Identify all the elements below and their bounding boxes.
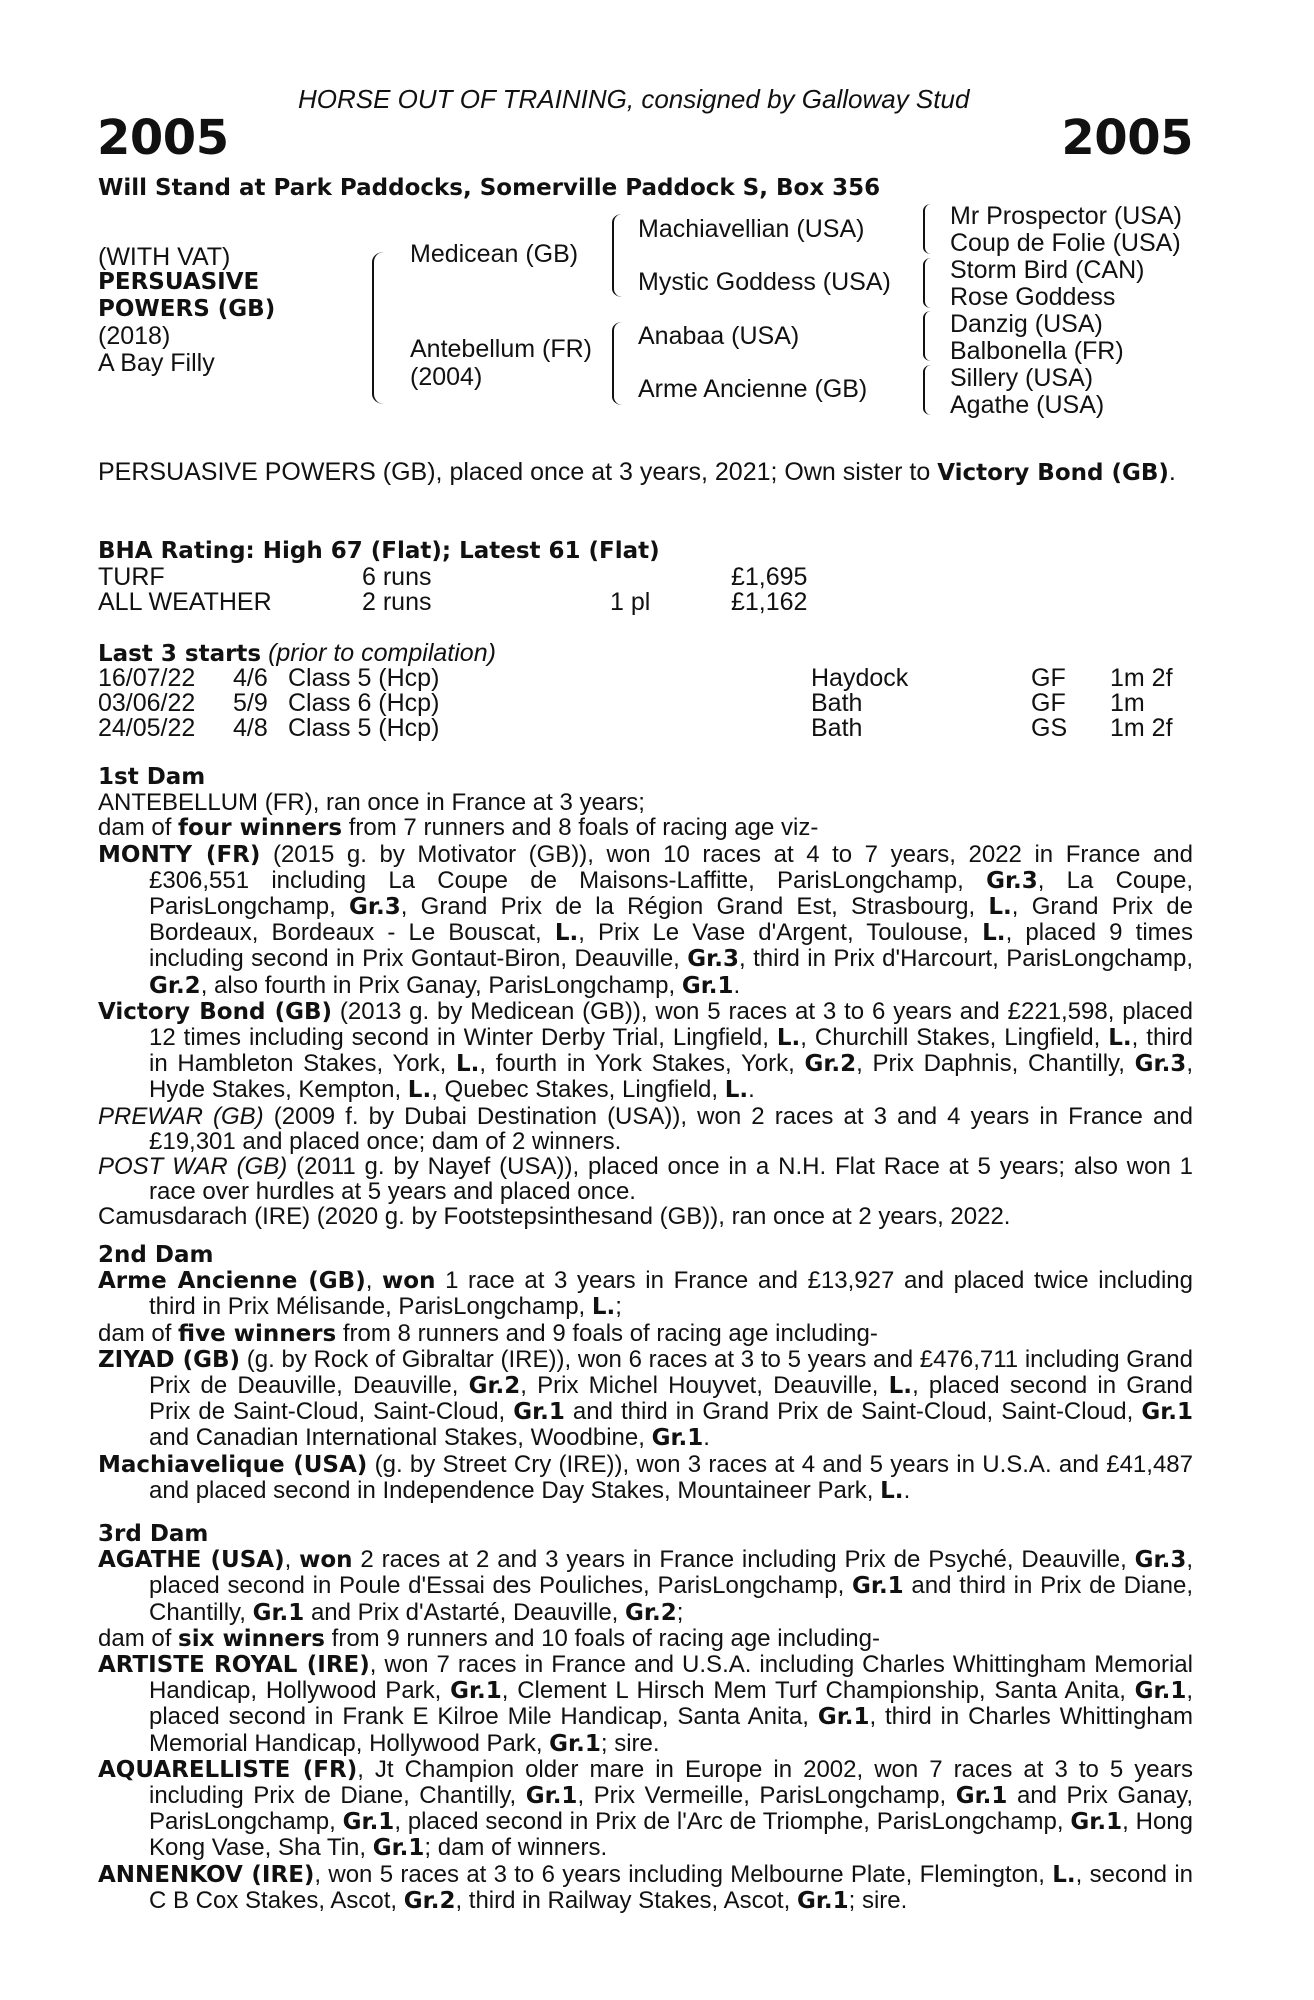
produce-prewar: PREWAR (GB) (2009 f. by Dubai Destination (USA)), won 2 races at 3 and 4 years in France and £19,301 and placed once; dam of 2 winners.: [98, 1102, 1194, 1155]
second-dam-produce-line: dam of five winners from 8 runners and 9 foals of racing age including-: [98, 1319, 878, 1347]
produce-post-war: POST WAR (GB) (2011 g. by Nayef (USA)), placed once in a N.H. Flat Race at 5 years; also won 1 race over hurdles at 5 years and placed once.: [98, 1153, 1193, 1206]
pedigree-dsd: Balbonella (FR): [950, 337, 1124, 365]
start-going: GS: [1031, 714, 1068, 742]
start-course: Bath: [811, 714, 863, 742]
consignment-line: HORSE OUT OF TRAINING, consigned by Galloway Stud: [298, 84, 970, 114]
start-distance: 1m 2f: [1110, 664, 1173, 692]
pedigree-brace-main: [372, 252, 386, 404]
first-dam-line: ANTEBELLUM (FR), ran once in France at 3 years;: [98, 789, 645, 817]
produce-ziyad: ZIYAD (GB) (g. by Rock of Gibraltar (IRE)), won 6 races at 3 to 5 years and £476,711 including Grand Prix de Deauville, Deauville, Gr.2, Prix Michel Houyvet, Deauville, L., placed second in Grand Prix de Saint-Cloud, Saint-Cloud, Gr.1 and third in Grand Prix de Saint-Cloud, Saint-Cloud, Gr.1 and Canadian International Stakes, Woodbine, Gr.1.: [98, 1345, 1194, 1452]
start-date: 24/05/22: [98, 714, 196, 742]
horse-name-line2: POWERS (GB): [98, 296, 276, 322]
pedigree-sds: Storm Bird (CAN): [950, 256, 1145, 284]
produce-annenkov: ANNENKOV (IRE), won 5 races at 3 to 6 years including Melbourne Plate, Flemington, L., second in C B Cox Stakes, Ascot, Gr.2, third in Railway Stakes, Ascot, Gr.1; sire.: [98, 1860, 1193, 1914]
rating-runs: 2 runs: [362, 588, 432, 616]
start-position: 5/9: [233, 689, 268, 717]
rating-prize: £1,695: [731, 563, 808, 591]
produce-machiavelique: Machiavelique (USA) (g. by Street Cry (IRE)), won 3 races at 4 and 5 years in U.S.A. and £41,487 and placed second in Independence Day Stakes, Mountaineer Park, L..: [98, 1450, 1193, 1504]
start-race: Class 5 (Hcp): [288, 714, 440, 742]
pedigree-brace-ds: [923, 311, 931, 361]
first-dam-produce-line: dam of four winners from 7 runners and 8 foals of racing age viz-: [98, 814, 819, 842]
first-dam-section: [98, 765, 1193, 1230]
produce-camusdarach: Camusdarach (IRE) (2020 g. by Footstepsinthesand (GB)), ran once at 2 years, 2022.: [98, 1203, 1011, 1231]
rating-surface: TURF: [98, 563, 165, 591]
rating-title: BHA Rating: High 67 (Flat); Latest 61 (Flat): [98, 538, 660, 564]
second-dam-section: [98, 1243, 1193, 1504]
horse-year: (2018): [98, 322, 171, 350]
starts-title: Last 3 starts: [98, 641, 262, 667]
produce-monty: MONTY (FR) (2015 g. by Motivator (GB)), won 10 races at 4 to 7 years, 2022 in France and £306,551 including La Coupe de Maisons-Laffitte, ParisLongchamp, Gr.3, La Coupe, ParisLongchamp, Gr.3, Grand Prix de la Région Grand Est, Strasbourg, L., Grand Prix de Bordeaux, Bordeaux - Le Bouscat, L., Prix Le Vase d'Argent, Toulouse, L., placed 9 times including second in Prix Gontaut-Biron, Deauville, Gr.3, third in Prix d'Harcourt, ParisLongchamp, Gr.2, also fourth in Prix Ganay, ParisLongchamp, Gr.1.: [98, 840, 1193, 999]
start-course: Bath: [811, 689, 863, 717]
summary-end: .: [1168, 458, 1176, 486]
second-dam-record: Arme Ancienne (GB), won 1 race at 3 years in France and £13,927 and placed twice including third in Prix Mélisande, ParisLongchamp, L.;: [98, 1267, 1194, 1321]
third-dam-section: [98, 1522, 1193, 1914]
lot-number-right: 2005: [1061, 110, 1193, 166]
pedigree-brace-ss: [923, 204, 931, 254]
start-race: Class 6 (Hcp): [288, 689, 440, 717]
third-dam-produce-line: dam of six winners from 9 runners and 10 foals of racing age including-: [98, 1624, 880, 1652]
vat-note: (WITH VAT): [98, 243, 231, 271]
horse-description: A Bay Filly: [98, 349, 215, 377]
pedigree-dds: Sillery (USA): [950, 364, 1094, 392]
pedigree-dam-sire: Anabaa (USA): [638, 322, 800, 350]
stand-location: Will Stand at Park Paddocks, Somerville Paddock S, Box 356: [98, 175, 881, 201]
pedigree-brace-dam: [612, 322, 622, 405]
start-date: 03/06/22: [98, 689, 196, 717]
rating-surface: ALL WEATHER: [98, 588, 272, 616]
start-going: GF: [1031, 664, 1066, 692]
rating-runs: 6 runs: [362, 563, 432, 591]
pedigree-sire-dam: Mystic Goddess (USA): [638, 268, 891, 296]
pedigree-sss: Mr Prospector (USA): [950, 202, 1182, 230]
pedigree-dam-dam: Arme Ancienne (GB): [638, 375, 868, 403]
produce-victory-bond: Victory Bond (GB) (2013 g. by Medicean (GB)), won 5 races at 3 to 6 years and £221,598, placed 12 times including second in Winter Derby Trial, Lingfield, L., Churchill Stakes, Lingfield, L., third in Hambleton Stakes, York, L., fourth in York Stakes, York, Gr.2, Prix Daphnis, Chantilly, Gr.3, Hyde Stakes, Kempton, L., Quebec Stakes, Lingfield, L..: [98, 997, 1194, 1104]
horse-name-line1: PERSUASIVE: [98, 269, 260, 295]
produce-aquarelliste: AQUARELLISTE (FR), Jt Champion older mare in Europe in 2002, won 7 races at 3 to 5 years including Prix de Diane, Chantilly, Gr.1, Prix Vermeille, ParisLongchamp, Gr.1 and Prix Ganay, ParisLongchamp, Gr.1, placed second in Prix de l'Arc de Triomphe, ParisLongchamp, Gr.1, Hong Kong Vase, Sha Tin, Gr.1; dam of winners.: [98, 1755, 1193, 1862]
pedigree-sire-sire: Machiavellian (USA): [638, 215, 865, 243]
start-race: Class 5 (Hcp): [288, 664, 440, 692]
summary-paragraph: [98, 460, 1193, 486]
rating-prize: £1,162: [731, 588, 808, 616]
summary-text: PERSUASIVE POWERS (GB), placed once at 3 years, 2021; Own sister to: [98, 458, 938, 486]
pedigree-ddd: Agathe (USA): [950, 391, 1105, 419]
start-date: 16/07/22: [98, 664, 196, 692]
pedigree-sire: Medicean (GB): [410, 240, 579, 268]
pedigree-sdd: Rose Goddess: [950, 283, 1116, 311]
start-course: Haydock: [811, 664, 909, 692]
start-position: 4/6: [233, 664, 268, 692]
produce-artiste-royal: ARTISTE ROYAL (IRE), won 7 races in France and U.S.A. including Charles Whittingham Memorial Handicap, Hollywood Park, Gr.1, Clement L Hirsch Mem Turf Championship, Santa Anita, Gr.1, placed second in Frank E Kilroe Mile Handicap, Santa Anita, Gr.1, third in Charles Whittingham Memorial Handicap, Hollywood Park, Gr.1; sire.: [98, 1651, 1193, 1757]
rating-placed: 1 pl: [610, 588, 651, 616]
third-dam-heading: 3rd Dam: [98, 1521, 209, 1547]
pedigree-brace-sire: [612, 214, 622, 297]
pedigree-brace-sd: [923, 258, 931, 308]
start-distance: 1m 2f: [1110, 714, 1173, 742]
summary-sister-link: Victory Bond (GB): [937, 460, 1169, 486]
pedigree-dam-year: (2004): [410, 363, 483, 391]
start-position: 4/8: [233, 714, 268, 742]
start-going: GF: [1031, 689, 1066, 717]
third-dam-record: AGATHE (USA), won 2 races at 2 and 3 years in France including Prix de Psyché, Deauville, Gr.3, placed second in Poule d'Essai des Pouliches, ParisLongchamp, Gr.1 and third in Prix de Diane, Chantilly, Gr.1 and Prix d'Astarté, Deauville, Gr.2;: [98, 1546, 1194, 1626]
start-distance: 1m: [1110, 689, 1145, 717]
lot-number-left: 2005: [97, 110, 229, 166]
starts-note: (prior to compilation): [268, 639, 496, 667]
pedigree-ssd: Coup de Folie (USA): [950, 229, 1181, 257]
first-dam-heading: 1st Dam: [98, 764, 206, 790]
pedigree-dam: Antebellum (FR): [410, 335, 592, 363]
second-dam-heading: 2nd Dam: [98, 1242, 214, 1268]
pedigree-brace-dd: [923, 365, 931, 415]
pedigree-dss: Danzig (USA): [950, 310, 1103, 338]
